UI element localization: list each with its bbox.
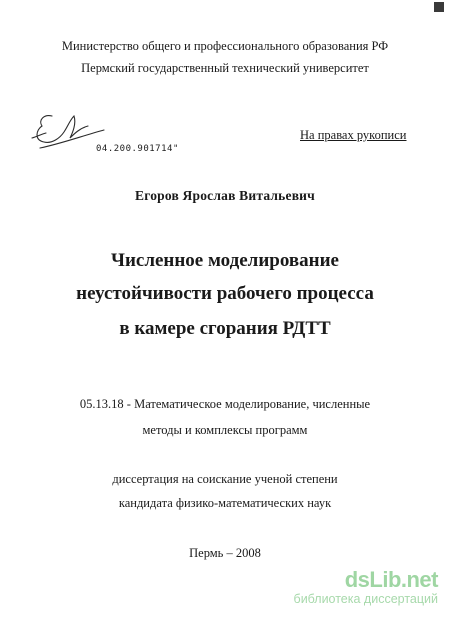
thesis-title-line-2: неустойчивости рабочего процесса — [76, 283, 374, 304]
manuscript-rights-note: На правах рукописи — [300, 128, 407, 142]
dslib-watermark[interactable] — [294, 568, 438, 606]
catalog-number-stamp: 04.200.901714" — [96, 144, 179, 154]
specialty-line-1: 05.13.18 - Математическое моделирование, численные — [79, 397, 371, 411]
thesis-title-line-1: Численное моделирование — [111, 250, 339, 271]
degree-line-1: диссертация на соискание ученой степени — [112, 472, 338, 486]
city-and-year: Пермь – 2008 — [189, 546, 261, 560]
scan-corner-mark — [434, 2, 444, 12]
author-name: Егоров Ярослав Витальевич — [135, 188, 315, 203]
watermark-logo[interactable]: dsLib.net — [344, 567, 438, 592]
degree-line-2: кандидата физико-математических наук — [118, 496, 332, 510]
university-name: Пермский государственный технический университет — [81, 61, 369, 75]
specialty-line-2: методы и комплексы программ — [142, 423, 308, 437]
thesis-title-line-3: в камере сгорания РДТТ — [119, 318, 331, 339]
watermark-subtitle: библиотека диссертаций — [293, 592, 438, 606]
ministry-name: Министерство общего и профессионального образования РФ — [61, 39, 389, 53]
